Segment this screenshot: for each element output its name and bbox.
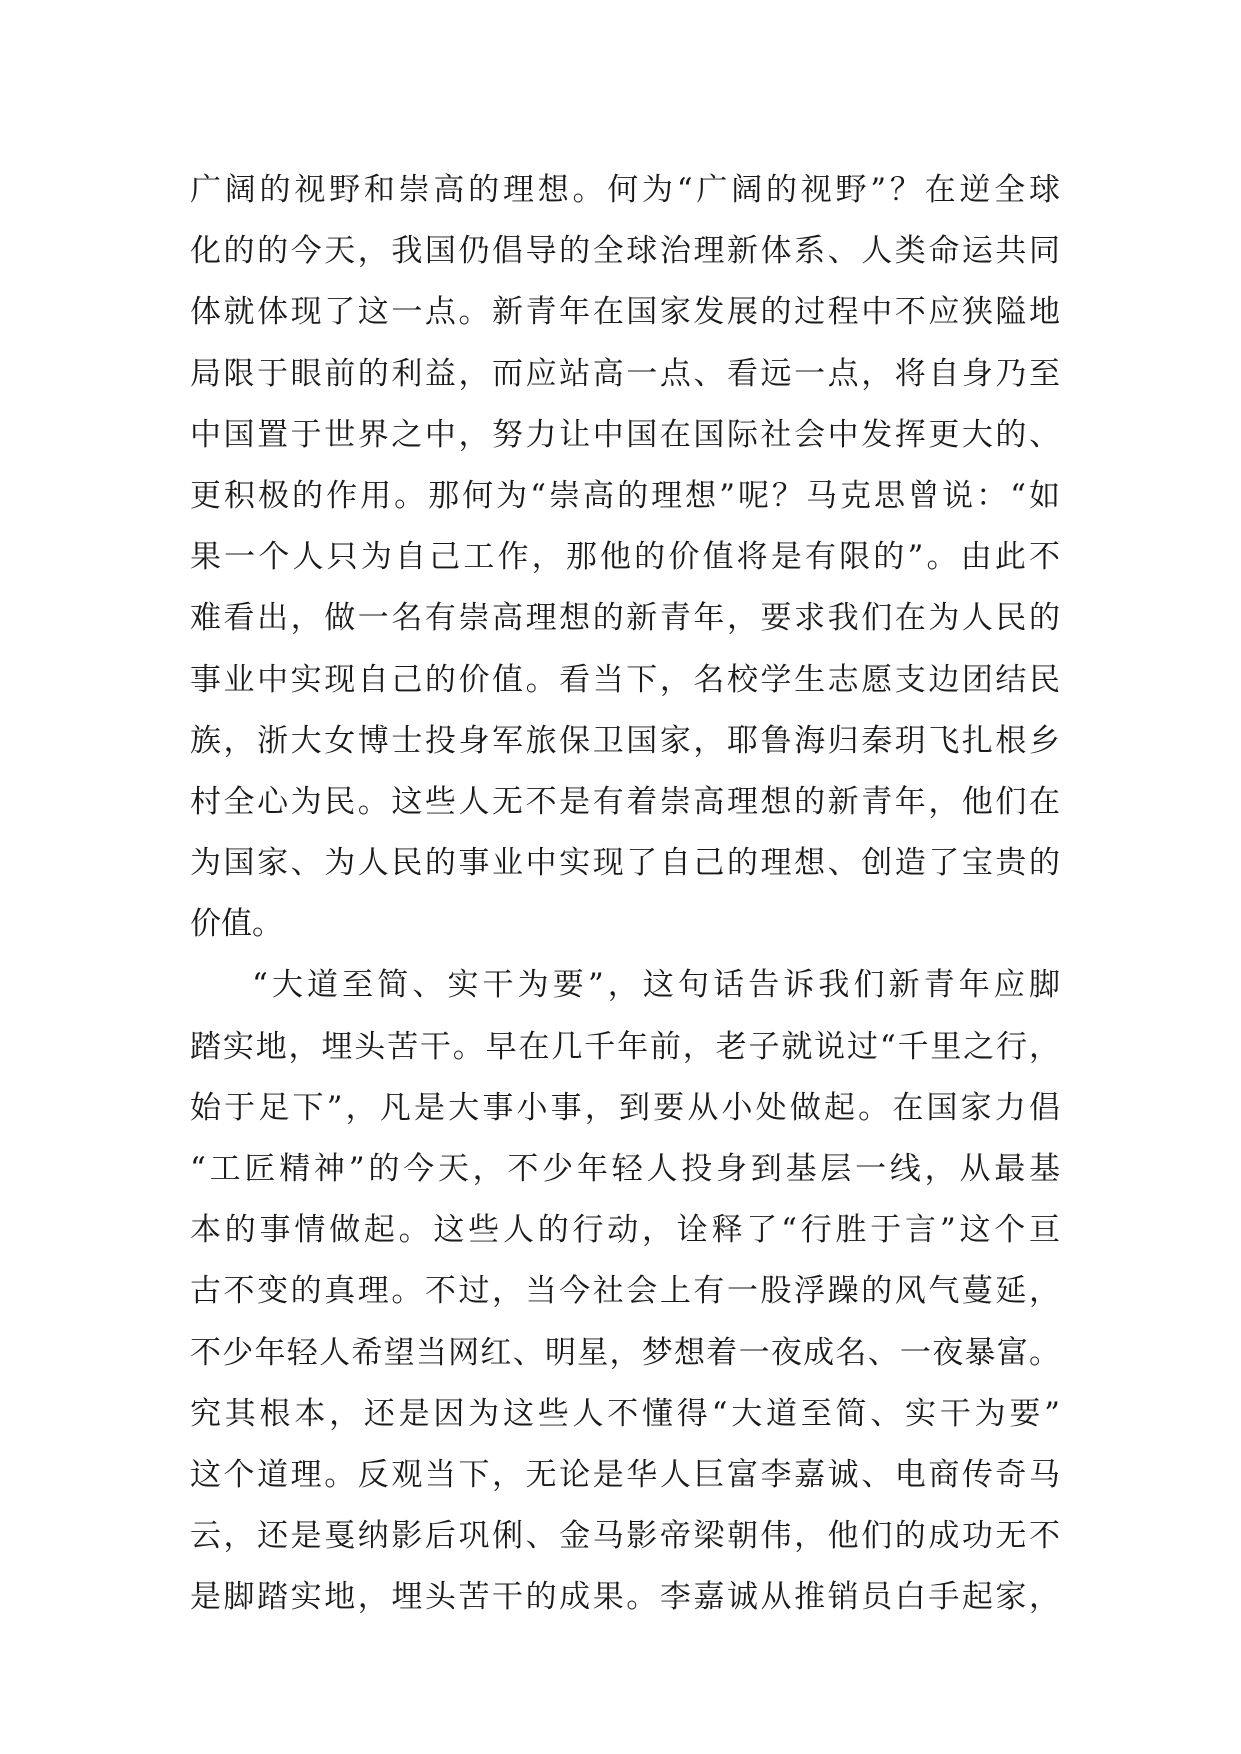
- text-line: 族，浙大女博士投身军旅保卫国家，耶鲁海归秦玥飞扎根乡: [190, 722, 1060, 759]
- text-line: 不少年轻人希望当网红、明星，梦想着一夜成名、一夜暴富。: [190, 1334, 1060, 1371]
- text-line: 这个道理。反观当下，无论是华人巨富李嘉诚、电商传奇马: [190, 1456, 1060, 1493]
- text-line: 本的事情做起。这些人的行动，诠释了“行胜于言”这个亘: [190, 1212, 1060, 1249]
- text-line: “工匠精神”的今天，不少年轻人投身到基层一线，从最基: [190, 1151, 1060, 1187]
- text-line: 局限于眼前的利益，而应站高一点、看远一点，将自身乃至: [190, 355, 1060, 392]
- text-line: 事业中实现自己的价值。看当下，名校学生志愿支边团结民: [190, 661, 1060, 698]
- text-line: 踏实地，埋头苦干。早在几千年前，老子就说过“千里之行，: [190, 1028, 1060, 1065]
- text-line: 云，还是戛纳影后巩俐、金马影帝梁朝伟，他们的成功无不: [190, 1518, 1060, 1555]
- text-line: 价值。: [190, 906, 283, 943]
- text-line: 是脚踏实地，埋头苦干的成果。李嘉诚从推销员白手起家，: [190, 1579, 1060, 1616]
- text-line: 为国家、为人民的事业中实现了自己的理想、创造了宝贵的: [190, 845, 1060, 882]
- text-line: 究其根本，还是因为这些人不懂得“大道至简、实干为要”: [190, 1395, 1060, 1432]
- text-line: 化的的今天，我国仍倡导的全球治理新体系、人类命运共同: [190, 233, 1060, 270]
- text-line: 难看出，做一名有崇高理想的新青年，要求我们在为人民的: [190, 600, 1060, 637]
- text-line: “大道至简、实干为要”，这句话告诉我们新青年应脚: [252, 967, 1060, 1004]
- text-line: 果一个人只为自己工作，那他的价值将是有限的”。由此不: [190, 539, 1060, 576]
- text-line: 村全心为民。这些人无不是有着崇高理想的新青年，他们在: [190, 783, 1060, 820]
- text-line: 古不变的真理。不过，当今社会上有一股浮躁的风气蔓延，: [190, 1273, 1060, 1310]
- text-line: 广阔的视野和崇高的理想。何为“广阔的视野”？在逆全球: [190, 172, 1060, 208]
- text-line: 体就体现了这一点。新青年在国家发展的过程中不应狭隘地: [190, 294, 1060, 331]
- body-text: [190, 160, 1060, 1629]
- text-line: 更积极的作用。那何为“崇高的理想”呢？马克思曾说：“如: [190, 477, 1060, 514]
- text-line: 始于足下”，凡是大事小事，到要从小处做起。在国家力倡: [190, 1089, 1060, 1126]
- text-line: 中国置于世界之中，努力让中国在国际社会中发挥更大的、: [190, 416, 1060, 453]
